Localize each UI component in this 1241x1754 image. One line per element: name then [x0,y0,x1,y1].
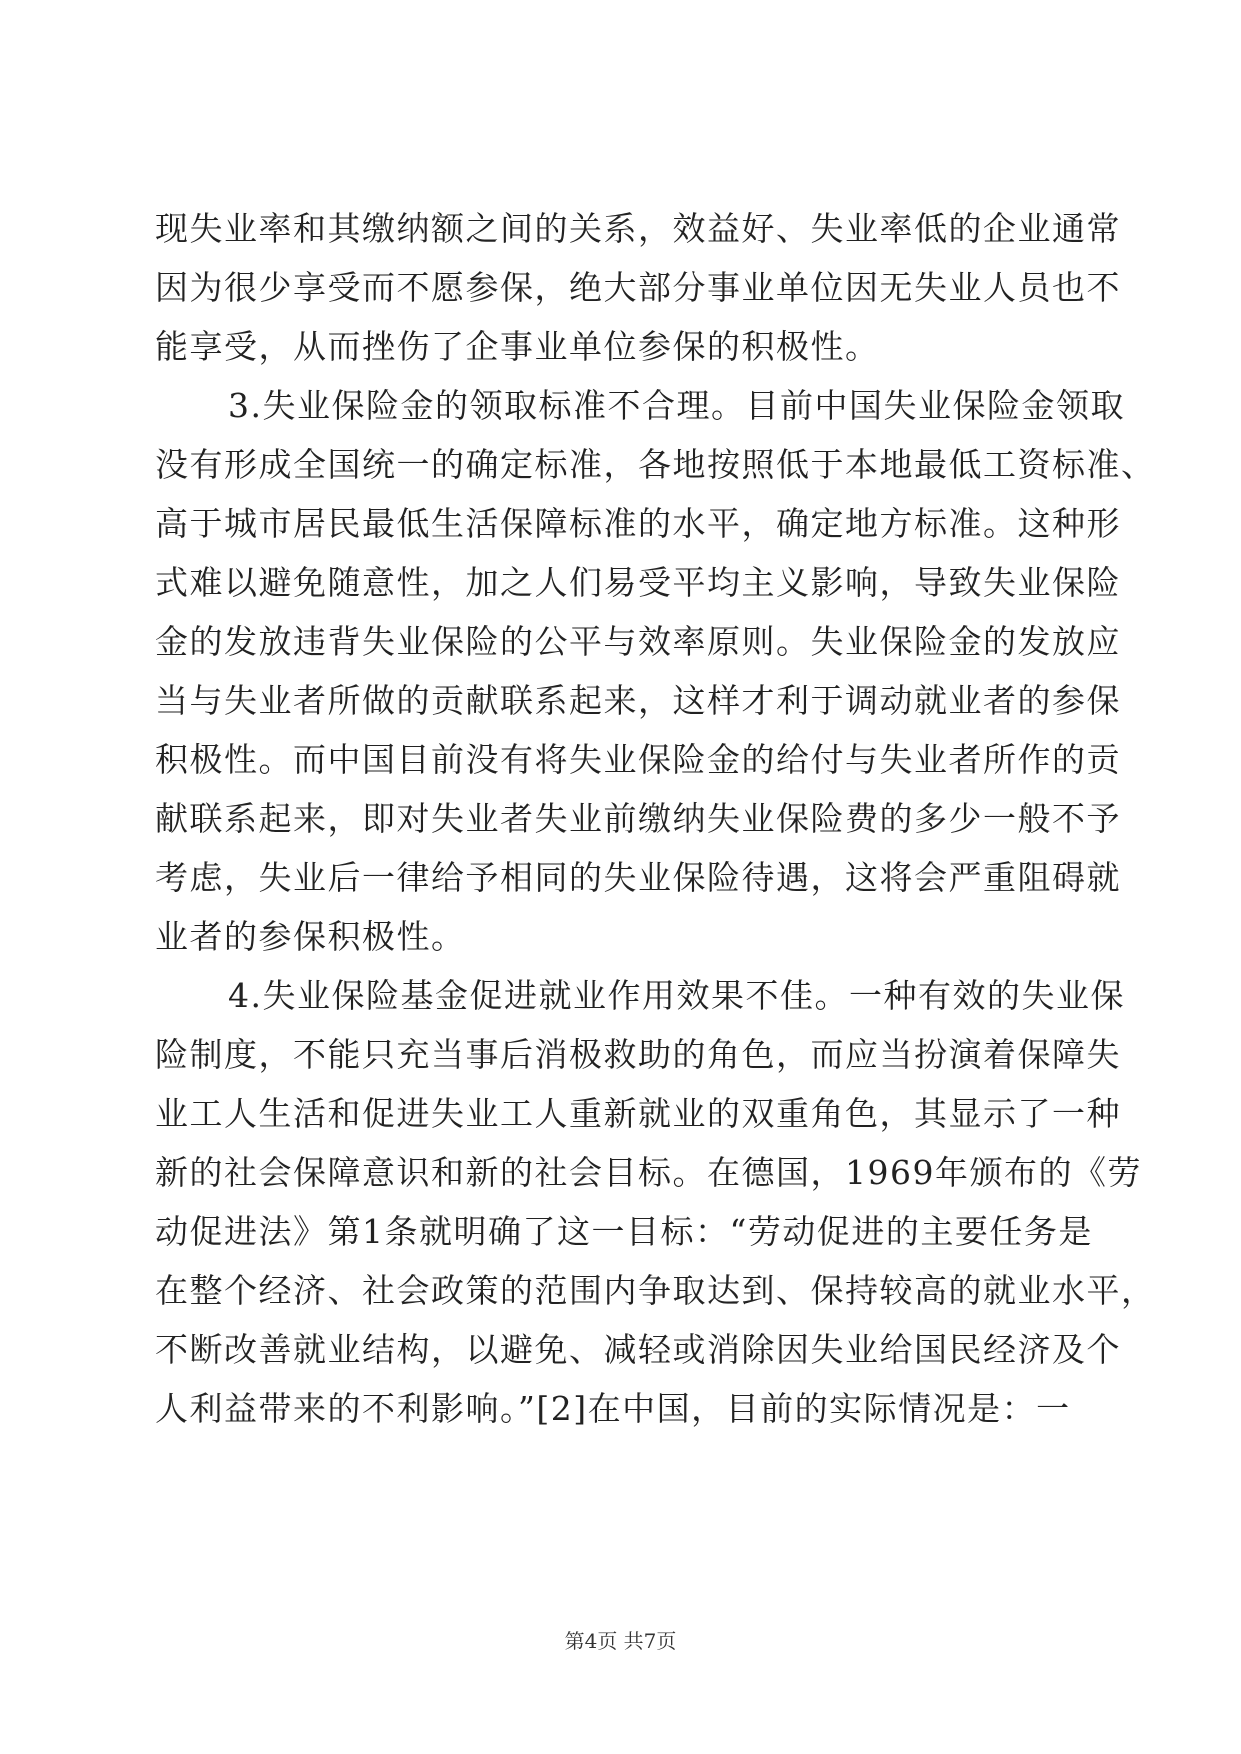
text-line: 在整个经济、社会政策的范围内争取达到、保持较高的就业水平， [155,1271,1156,1310]
text-line: 当与失业者所做的贡献联系起来，这样才利于调动就业者的参保 [155,681,1121,720]
text-line: 4.失业保险基金促进就业作用效果不佳。一种有效的失业保 [228,976,1125,1015]
text-line: 现失业率和其缴纳额之间的关系，效益好、失业率低的企业通常 [155,209,1121,248]
text-line: 3.失业保险金的领取标准不合理。目前中国失业保险金领取 [228,386,1125,425]
page-footer [0,1627,1241,1655]
text-line: 动促进法》第1条就明确了这一目标：“劳动促进的主要任务是 [155,1212,1093,1251]
page-number: 第4页 共7页 [564,1629,677,1653]
text-line: 积极性。而中国目前没有将失业保险金的给付与失业者所作的贡 [155,740,1121,779]
text-line: 没有形成全国统一的确定标准，各地按照低于本地最低工资标准、 [155,445,1156,484]
text-line: 式难以避免随意性，加之人们易受平均主义影响，导致失业保险 [155,563,1121,602]
text-line: 人利益带来的不利影响。”[2]在中国，目前的实际情况是：一 [155,1389,1071,1428]
text-line: 考虑，失业后一律给予相同的失业保险待遇，这将会严重阻碍就 [155,858,1121,897]
text-line: 不断改善就业结构，以避免、减轻或消除因失业给国民经济及个 [155,1330,1121,1369]
text-line: 金的发放违背失业保险的公平与效率原则。失业保险金的发放应 [155,622,1121,661]
text-line: 业者的参保积极性。 [155,917,466,956]
text-line: 新的社会保障意识和新的社会目标。在德国，1969年颁布的《劳 [155,1153,1142,1192]
text-line: 献联系起来，即对失业者失业前缴纳失业保险费的多少一般不予 [155,799,1121,838]
text-line: 能享受，从而挫伤了企事业单位参保的积极性。 [155,327,880,366]
text-line: 因为很少享受而不愿参保，绝大部分事业单位因无失业人员也不 [155,268,1121,307]
text-line: 高于城市居民最低生活保障标准的水平，确定地方标准。这种形 [155,504,1121,543]
text-line: 险制度，不能只充当事后消极救助的角色，而应当扮演着保障失 [155,1035,1121,1074]
text-line: 业工人生活和促进失业工人重新就业的双重角色，其显示了一种 [155,1094,1121,1133]
